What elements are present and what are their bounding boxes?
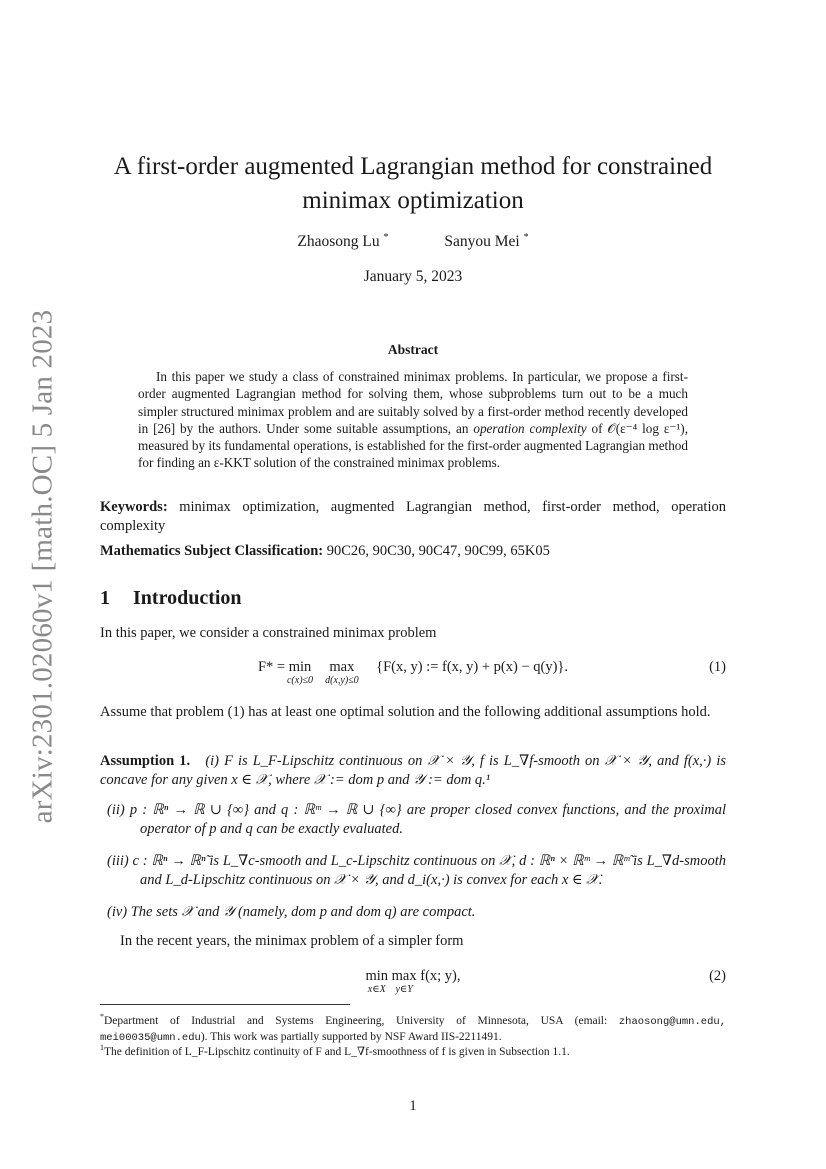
author: Sanyou Mei * [444,232,529,251]
title-line-1: A first-order augmented Lagrangian method for constrained [113,153,713,180]
assumption-1-i: Assumption 1. (i) F is L_F-Lipschitz continuous on 𝒳 × 𝒴, f is L_∇f-smooth on 𝒳 × 𝒴, and f(x,·) is concave for any given x ∈ 𝒳, where 𝒳 := dom p and 𝒴 := dom q.¹ [100,753,727,788]
paper-title [100,150,726,218]
arxiv-sidebar [8,296,78,836]
equation-2: min x∈X max y∈Y f(x; y), (2) [365,968,726,995]
abstract-heading: Abstract [387,342,439,357]
paragraph: Assume that problem (1) has at least one optimal solution and the following additional assumptions hold. [100,704,711,720]
footnote-rule [100,1004,350,1005]
abstract-body: In this paper we study a class of constrained minimax problems. In particular, we propose a first-order augmented Lagrangian method for solving them, whose subproblems turn out to be a much simpler structured minimax problem and are suitably solved by a first-order method recently developed in [26] by the authors. Under some suitable assumptions, an operation complexity of 𝒪(ε⁻⁴ log ε⁻¹), measured by its fundamental operations, is established for the first-order augmented Lagrangian method for finding an ε-KKT solution of the constrained minimax problems. [138,369,688,471]
paragraph: In this paper, we consider a constrained minimax problem [100,625,437,641]
equation-1: F* = min c(x)≤0 max d(x,y)≤0 {F(x, y) := f(x, y) + p(x) − q(y)}. (1) [257,659,726,686]
email-addresses: zhaosong@umn.edu, mei00035@umn.edu [100,1015,726,1044]
section-heading: 1 Introduction [100,587,242,609]
assumption-1-iii: (iii) c : ℝⁿ → ℝⁿ̃ is L_∇c-smooth and L_c-Lipschitz continuous on 𝒳, d : ℝⁿ × ℝᵐ → ℝᵐ̃ is L_∇d-smooth and L_d-Lipschitz continuous on 𝒳 × 𝒴, and d_i(x,·) is convex for each x ∈ 𝒳. [107,853,726,888]
keywords-label: Keywords: [100,499,168,515]
equation-number: (1) [709,659,726,675]
page-number: 1 [409,1098,417,1114]
msc-classification: Mathematics Subject Classification: 90C26, 90C30, 90C47, 90C99, 65K05 [100,543,550,559]
arxiv-identifier: arXiv:2301.02060v1 [math.OC] 5 Jan 2023 [26,309,59,823]
assumption-1-iv: (iv) The sets 𝒳 and 𝒴 (namely, dom p and dom q) are compact. [107,904,476,920]
footnote-affiliation: *Department of Industrial and Systems Engineering, University of Minnesota, USA (email: zhaosong@umn.edu, mei00035@umn.edu). This work was partially supported by NSF Award IIS-2211491. [100,1012,726,1044]
paragraph: In the recent years, the minimax problem of a simpler form [120,933,464,949]
equation-number: (2) [709,968,726,984]
paper-date: January 5, 2023 [363,268,463,285]
footnote-1: $^1$The definition of L_F-Lipschitz continuity of F and L_∇f-smoothness of f is given in Subsection 1.1. [100,1043,570,1058]
author: Zhaosong Lu * [297,232,389,251]
author-list [100,232,726,251]
title-line-2: minimax optimization [302,187,524,214]
assumption-1-ii: (ii) p : ℝⁿ → ℝ ∪ {∞} and q : ℝᵐ → ℝ ∪ {∞} are proper closed convex functions, and the proximal operator of p and q can be exactly evaluated. [107,802,726,837]
keywords: Keywords: minimax optimization, augmented Lagrangian method, first-order method, operation complexity [100,499,726,534]
emphasis: operation complexity [473,420,587,436]
assumption-label: Assumption 1. [100,753,191,769]
msc-label: Mathematics Subject Classification: [100,543,324,559]
